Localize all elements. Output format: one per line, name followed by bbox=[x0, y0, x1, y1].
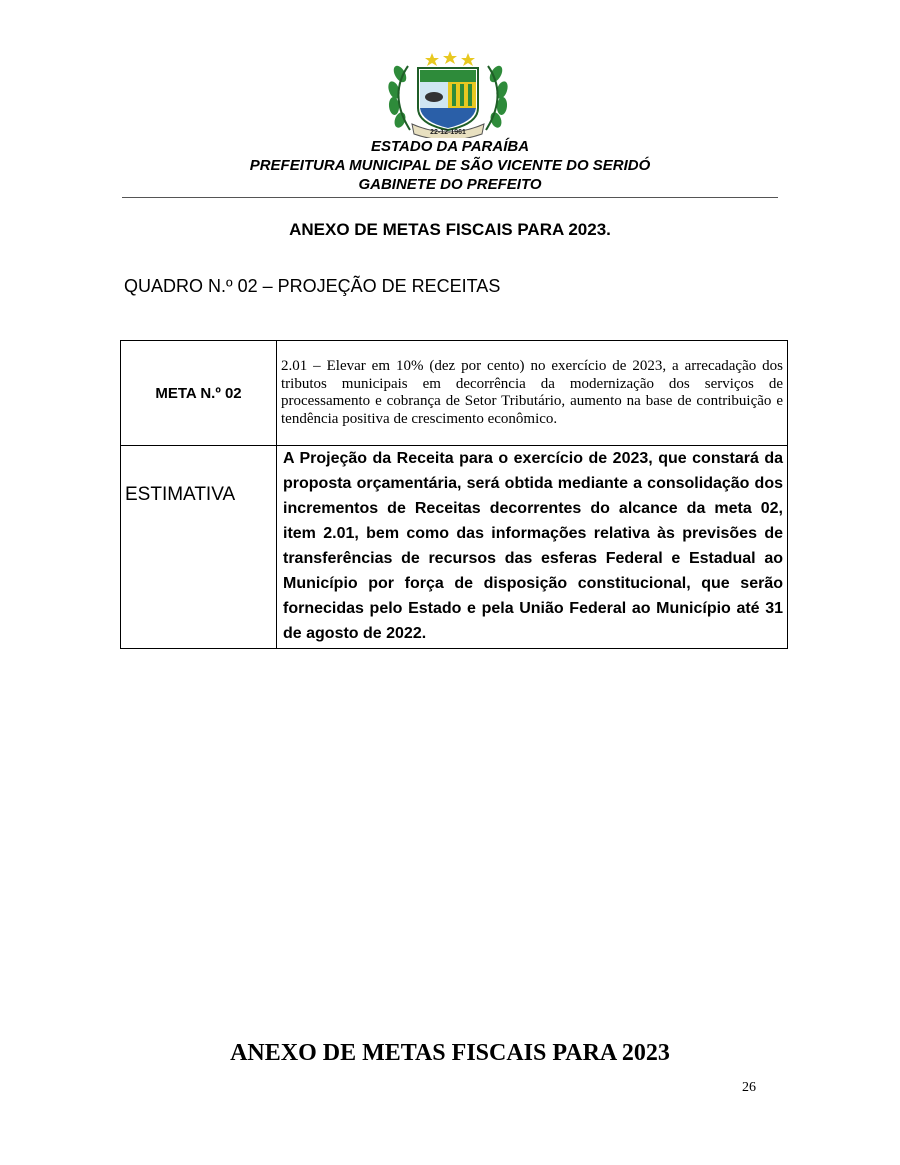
footer-title: ANEXO DE METAS FISCAIS PARA 2023 bbox=[230, 1040, 670, 1066]
crest-left-branch bbox=[386, 64, 410, 130]
estimativa-row bbox=[121, 446, 788, 649]
meta-description: 2.01 – Elevar em 10% (dez por cento) no exercício de 2023, a arrecadação dos tributos municipais em decorrência da modernização dos serviços de processamento e cobrança de Setor Tributário, aumento na base de contribuição e tendência positiva de crescimento econômico. bbox=[277, 341, 788, 446]
meta-label: META N.º 02 bbox=[121, 341, 277, 446]
header-state: ESTADO DA PARAÍBA bbox=[370, 138, 530, 155]
header-gabinete: GABINETE DO PREFEITO bbox=[358, 176, 542, 193]
annex-title: ANEXO DE METAS FISCAIS PARA 2023. bbox=[289, 220, 611, 239]
municipal-coat-of-arms bbox=[378, 50, 518, 138]
estimativa-label bbox=[121, 446, 277, 649]
meta-row bbox=[121, 341, 788, 446]
header-prefeitura: PREFEITURA MUNICIPAL DE SÃO VICENTE DO SERIDÓ bbox=[249, 157, 651, 174]
metas-table bbox=[120, 340, 788, 649]
quadro-title: QUADRO N.º 02 – PROJEÇÃO DE RECEITAS bbox=[124, 276, 501, 296]
crest-date-text: 22-12-1961 bbox=[430, 129, 466, 136]
page-number: 26 bbox=[742, 1080, 756, 1095]
crest-shield bbox=[418, 68, 478, 130]
crest-stars bbox=[425, 51, 475, 66]
estimativa-description: A Projeção da Receita para o exercício de 2023, que constará da proposta orçamentária, será obtida mediante a consolidação dos incrementos de Receitas decorrentes do alcance da meta 02, item 2.01, bem como das informações relativa às previsões de transferências de recursos das esferas Federal e Estadual ao Município por força de disposição constitucional, que serão fornecidas pelo Estado e pela União Federal ao Município até 31 de agosto de 2022. bbox=[277, 446, 788, 649]
header-divider bbox=[122, 197, 778, 198]
estimativa-label-text: ESTIMATIVA bbox=[125, 484, 236, 505]
crest-right-branch bbox=[486, 64, 510, 130]
